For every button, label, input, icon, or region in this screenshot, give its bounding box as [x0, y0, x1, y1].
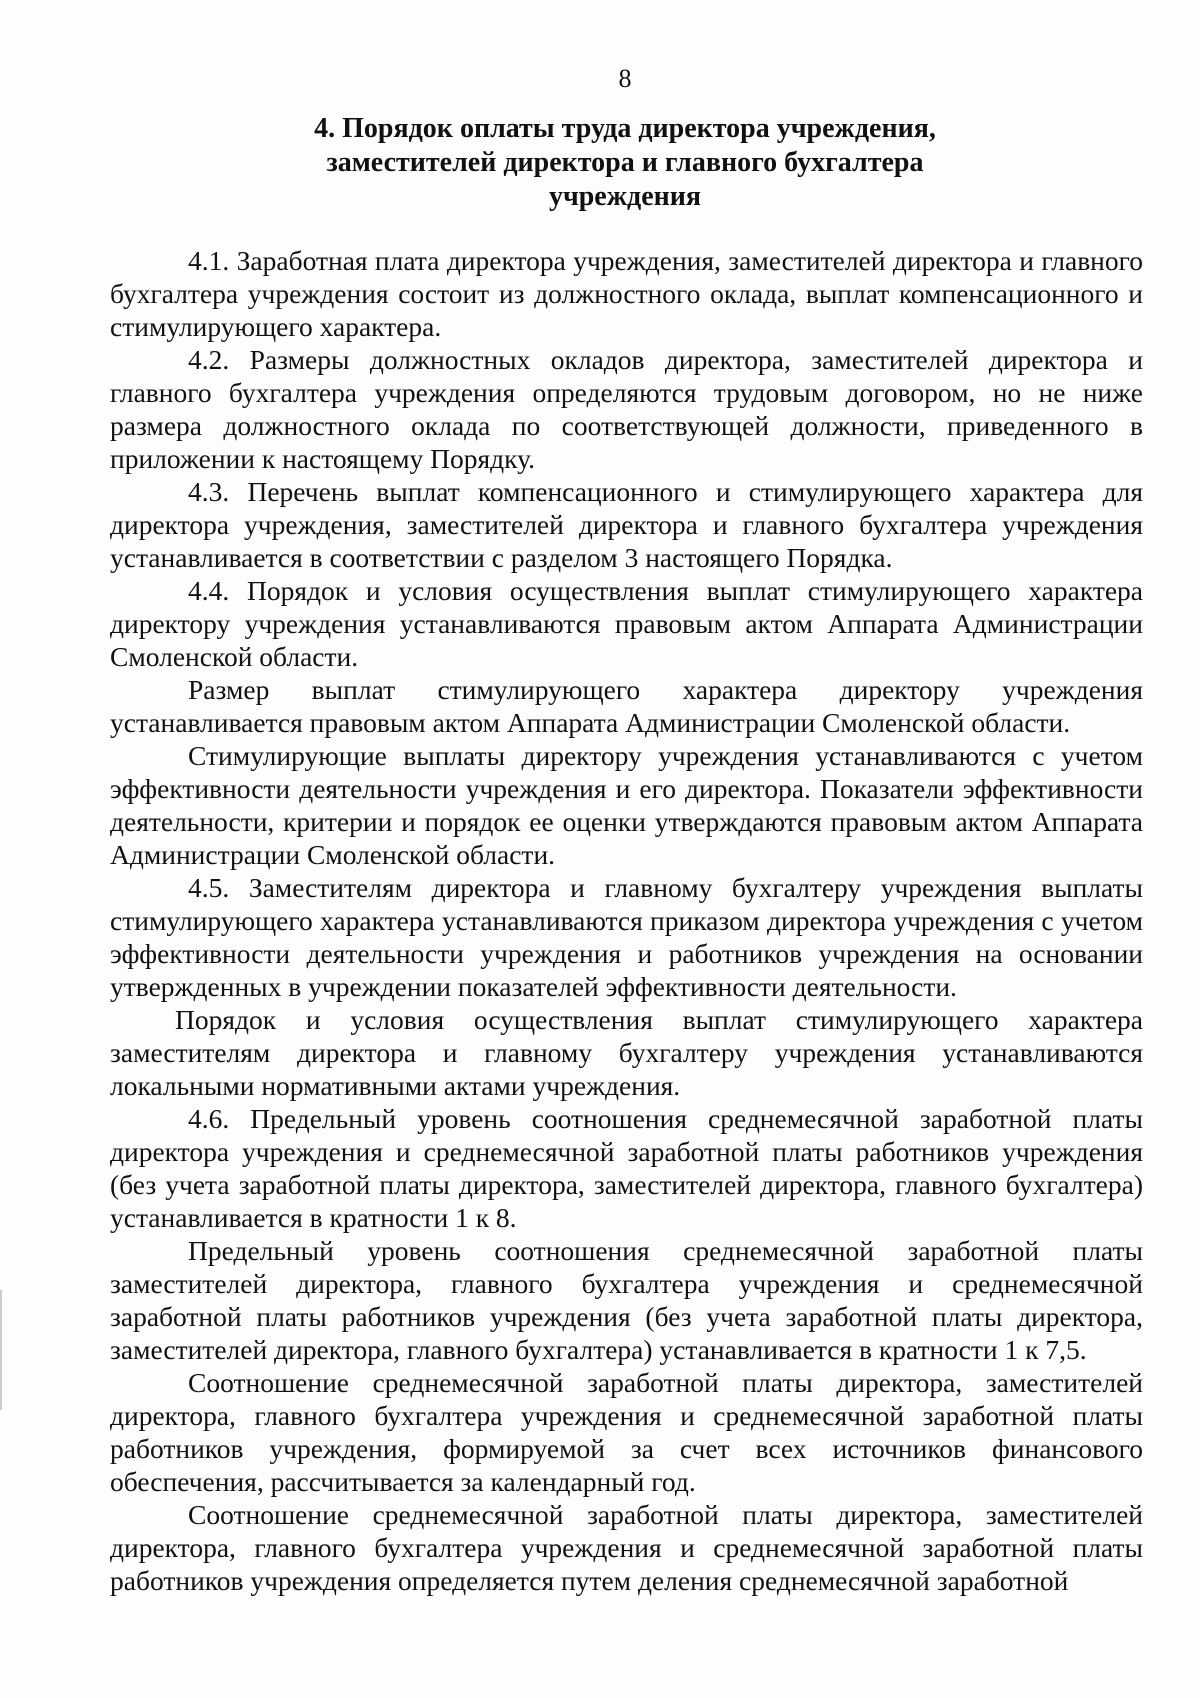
paragraph-4-1: 4.1. Заработная плата директора учреждения, заместителей директора и главного бухгалтера учреждения состоит из должностного оклада, выплат компенсационного и стимулирующего характера. — [110, 245, 1143, 342]
paragraph-4-4-incentives: Стимулирующие выплаты директору учреждения устанавливаются с учетом эффективности деятельности учреждения и его директора. Показатели эффективности деятельности, критерии и порядок ее оценки утверждаются правовым актом Аппарата Администрации Смоленской области. — [110, 740, 1143, 870]
paragraph-4-4: 4.4. Порядок и условия осуществления выплат стимулирующего характера директору учреждения устанавливаются правовым актом Аппарата Администрации Смоленской области. — [110, 575, 1143, 672]
paragraph-4-6-calculation: Соотношение среднемесячной заработной платы директора, заместителей директора, главного бухгалтера учреждения и среднемесячной заработной платы работников учреждения определяется путем деления среднемесячной заработной — [110, 1499, 1143, 1596]
section-heading-line-1: 4. Порядок оплаты труда директора учреждения, — [314, 113, 936, 144]
paragraph-4-6-deputies: Предельный уровень соотношения среднемесячной заработной платы заместителей директора, главного бухгалтера учреждения и среднемесячной заработной платы работников учреждения (без учета заработной платы директора, заместителей директора, главного бухгалтера) устанавливается в кратности 1 к 7,5. — [110, 1235, 1143, 1365]
section-heading — [240, 112, 1010, 214]
section-heading-line-2: заместителей директора и главного бухгалтера — [326, 147, 924, 178]
page-number: 8 — [618, 64, 632, 93]
paragraph-4-2: 4.2. Размеры должностных окладов директора, заместителей директора и главного бухгалтера учреждения определяются трудовым договором, но не ниже размера должностного оклада по соответствующей должности, приведенного в приложении к настоящему Порядку. — [110, 344, 1143, 474]
paragraph-4-6: 4.6. Предельный уровень соотношения среднемесячной заработной платы директора учреждения и среднемесячной заработной платы работников учреждения (без учета заработной платы директора, заместителей директора, главного бухгалтера) устанавливается в кратности 1 к 8. — [110, 1103, 1143, 1233]
paragraph-4-3: 4.3. Перечень выплат компенсационного и стимулирующего характера для директора учреждения, заместителей директора и главного бухгалтера учреждения устанавливается в соответствии с разделом 3 настоящего Порядка. — [110, 476, 1143, 573]
section-heading-line-3: учреждения — [548, 181, 702, 212]
paragraph-4-5-procedure: Порядок и условия осуществления выплат стимулирующего характера заместителям директора и главному бухгалтеру учреждения устанавливаются локальными нормативными актами учреждения. — [110, 1004, 1143, 1101]
paragraph-4-5: 4.5. Заместителям директора и главному бухгалтеру учреждения выплаты стимулирующего характера устанавливаются приказом директора учреждения с учетом эффективности деятельности учреждения и работников учреждения на основании утвержденных в учреждении показателей эффективности деятельности. — [110, 872, 1143, 1002]
document-body — [110, 244, 1143, 1597]
scan-edge-mark — [0, 1290, 2, 1410]
paragraph-4-4-size: Размер выплат стимулирующего характера директору учреждения устанавливается правовым актом Аппарата Администрации Смоленской области. — [110, 674, 1143, 738]
paragraph-4-6-annual: Соотношение среднемесячной заработной платы директора, заместителей директора, главного бухгалтера учреждения и среднемесячной заработной платы работников учреждения, формируемой за счет всех источников финансового обеспечения, рассчитывается за календарный год. — [110, 1367, 1143, 1497]
